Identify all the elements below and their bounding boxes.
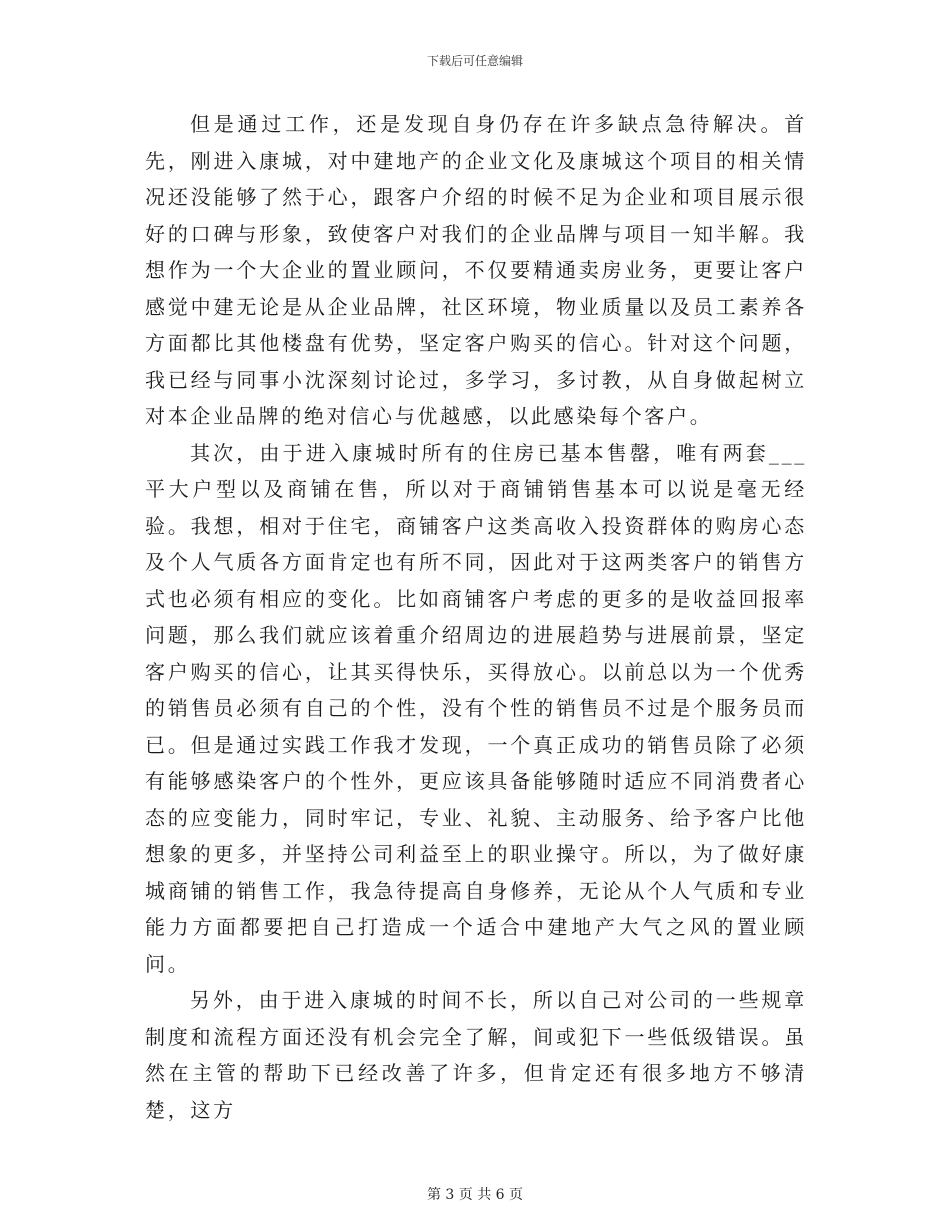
page-header: 下载后可任意编辑 — [426, 54, 523, 68]
page-footer: 第 3 页 共 6 页 — [426, 1187, 524, 1203]
paragraph-2: 其次，由于进入康城时所有的住房已基本售罄，唯有两套___平大户型以及商铺在售，所以对于商铺销售基本可以说是毫无经验。我想，相对于住宅，商铺客户这类高收入投资群体的购房心态及个人气质各方面肯定也有所不同，因此对于这两类客户的销售方式也必须有相应的变化。比如商铺客户考虑的更多的是收益回报率问题，那么我们就应该着重介绍周边的进展趋势与进展前景，坚定客户购买的信心，让其买得快乐，买得放心。以前总以为一个优秀的销售员必须有自己的个性，没有个性的销售员不过是个服务员而已。但是通过实践工作我才发现，一个真正成功的销售员除了必须有能够感染客户的个性外，更应该具备能够随时适应不同消费者心态的应变能力，同时牢记，专业、礼貌、主动服务、给予客户比他想象的更多，并坚持公司利益至上的职业操守。所以，为了做好康城商铺的销售工作，我急待提高自身修养，无论从个人气质和专业能力方面都要把自己打造成一个适合中建地产大气之风的置业顾问。 — [145, 440, 807, 976]
paragraph-3: 另外，由于进入康城的时间不长，所以自己对公司的一些规章制度和流程方面还没有机会完全了解，间或犯下一些低级错误。虽然在主管的帮助下已经改善了许多，但肯定还有很多地方不够清楚，这方 — [145, 988, 807, 1122]
document-body — [145, 106, 807, 1128]
paragraph-1: 但是通过工作，还是发现自身仍存在许多缺点急待解决。首先，刚进入康城，对中建地产的企业文化及康城这个项目的相关情况还没能够了然于心，跟客户介绍的时候不足为企业和项目展示很好的口碑与形象，致使客户对我们的企业品牌与项目一知半解。我想作为一个大企业的置业顾问，不仅要精通卖房业务，更要让客户感觉中建无论是从企业品牌，社区环境，物业质量以及员工素养各方面都比其他楼盘有优势，坚定客户购买的信心。针对这个问题，我已经与同事小沈深刻讨论过，多学习，多讨教，从自身做起树立对本企业品牌的绝对信心与优越感，以此感染每个客户。 — [145, 112, 807, 428]
